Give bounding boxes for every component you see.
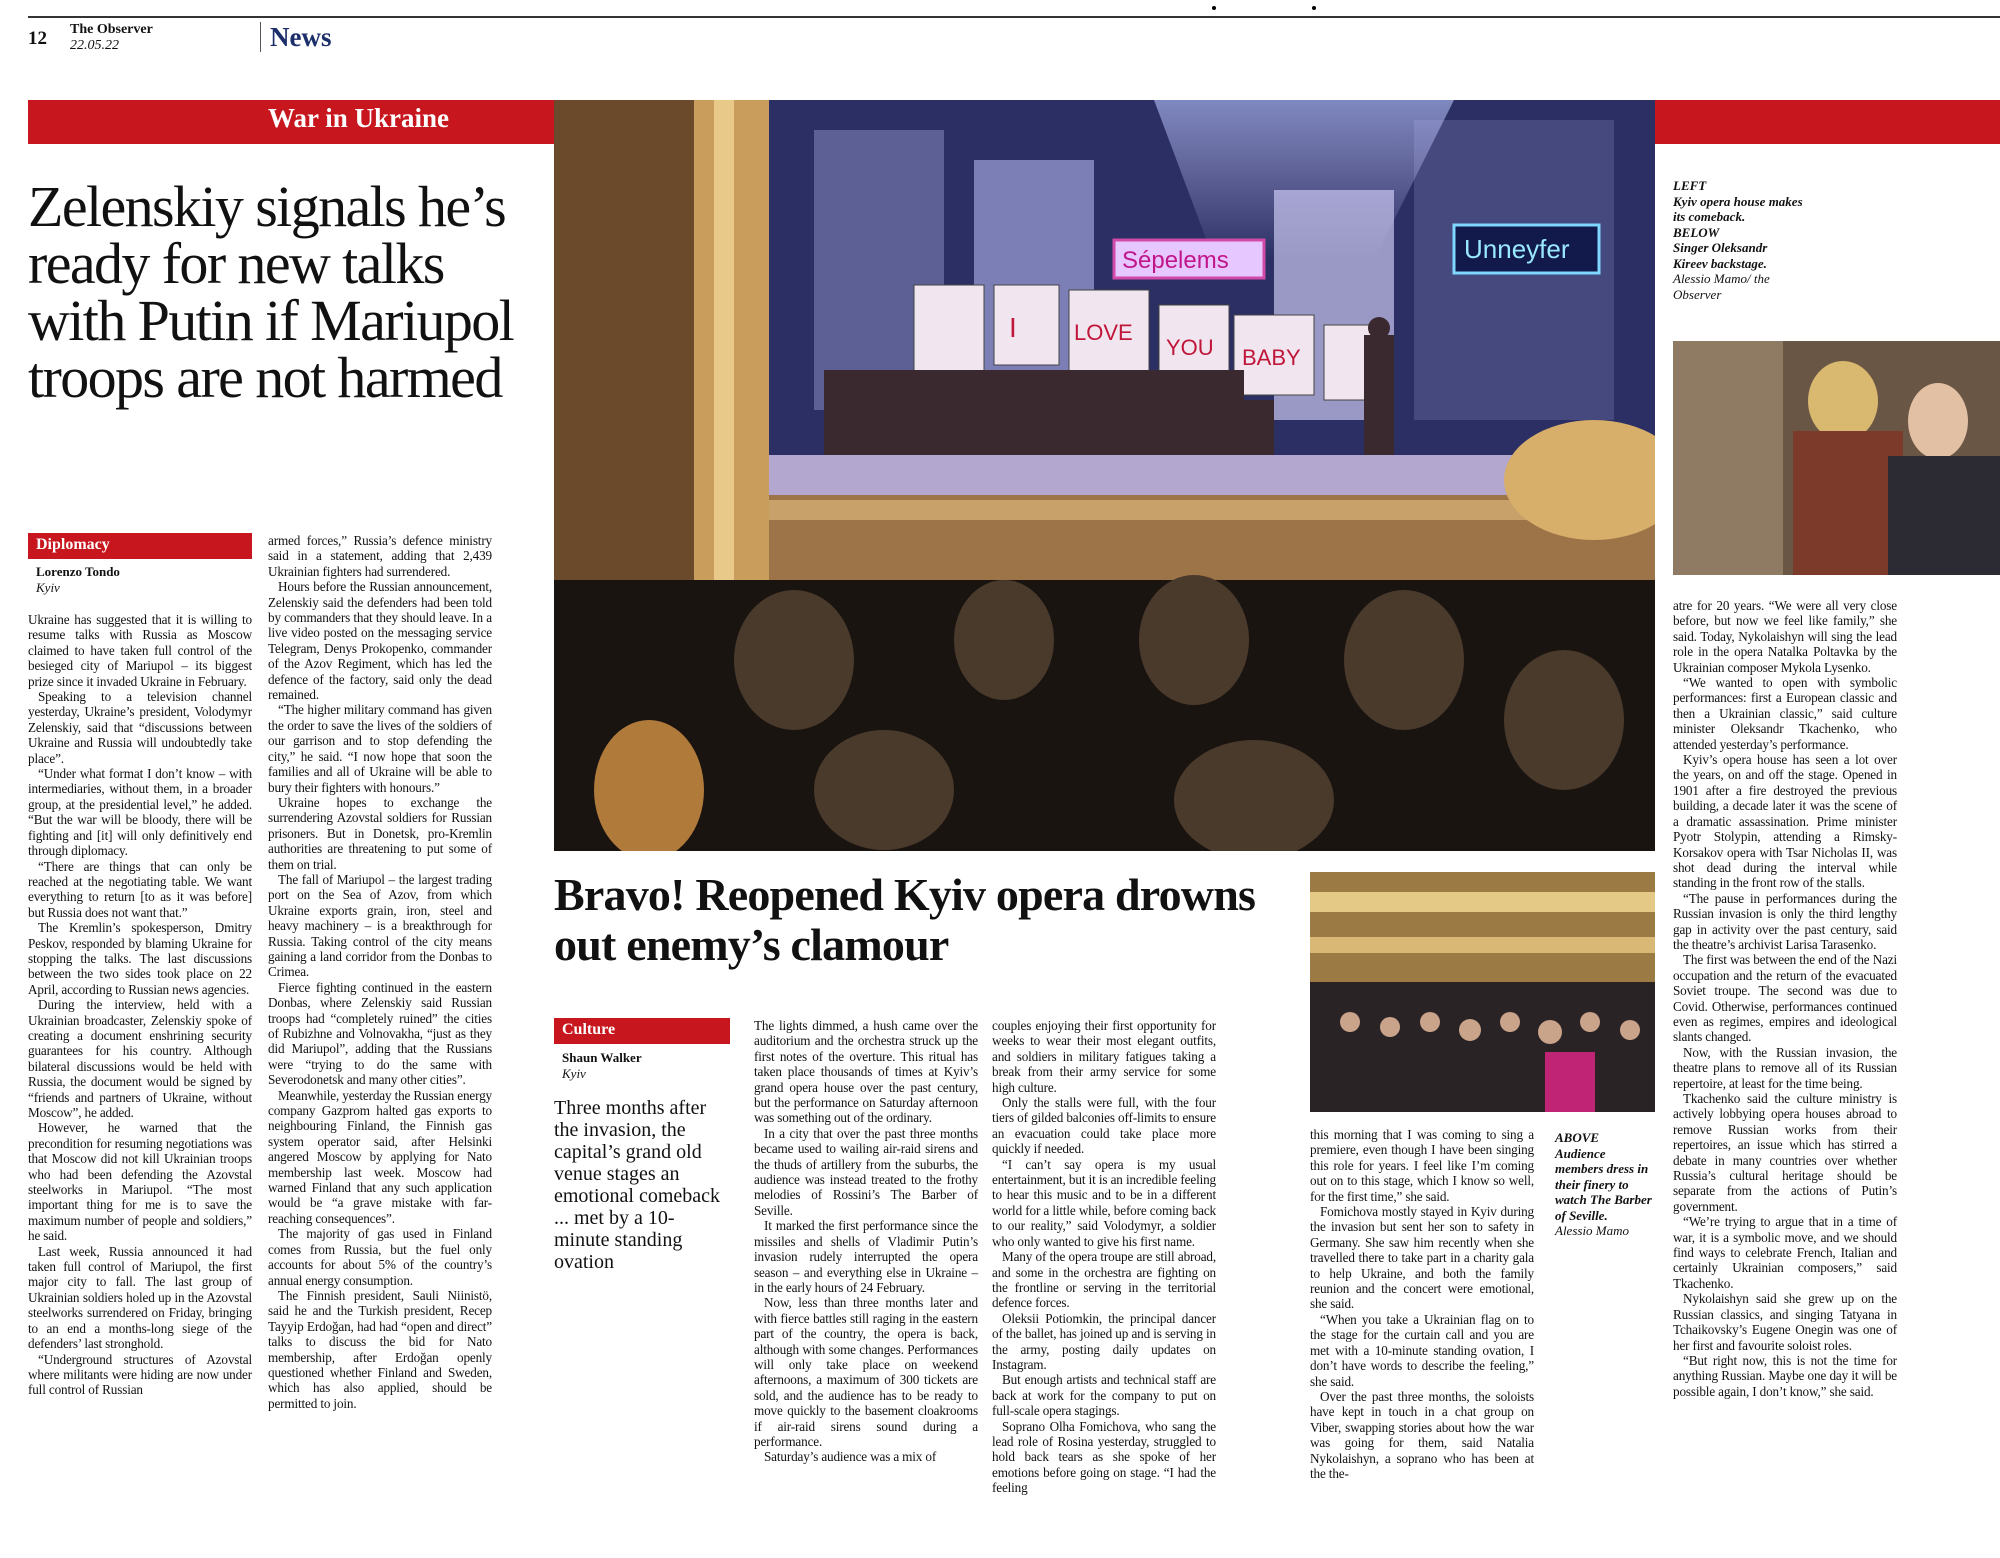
article-column-1 [28,612,252,1398]
paragraph: Now, with the Russian invasion, the theatre plans to remove all of its Russian repertoire, at least for the time being. [1673,1044,1897,1091]
header-divider [260,22,261,52]
kicker-banner-right [1655,100,2000,144]
paragraph: Ukraine has suggested that it is willing to resume talks with Russia as Moscow claimed to have taken full control of the besieged city of Mariupol – its biggest prize since it invaded Ukraine in February. [28,612,252,689]
paragraph: The lights dimmed, a hush came over the auditorium and the orchestra struck up the first notes of the overture. This ritual has taken place thousands of times at Kyiv’s grand opera house over the past century, but the performance on Saturday afternoon was something out of the ordinary. [754,1018,978,1126]
registration-dot [1212,6,1216,10]
paragraph: The fall of Mariupol – the largest trading port on the Sea of Azov, from which Ukraine exports grain, iron, steel and heavy machinery – is a breakthrough for Russia. Taking control of the city means gaining a land corridor from the Donbas to Crimea. [268,871,492,980]
paragraph: “The higher military command has given the order to save the lives of the soldiers of our garrison and to stop defending the city,” he said. “I now hope that soon the families and all of Ukraine will be able to bury their fighters with honours.” [268,702,492,795]
caption-text: Kyiv opera house makes its comeback. [1673,193,1803,224]
paragraph: Nykolaishyn said she grew up on the Russian classics, and singing Tatyana in Tchaikovsky’s Eugene Onegin was one of her first and favourite soloist roles. [1673,1291,1897,1353]
article-column-c [1310,1127,1534,1481]
registration-dot [1312,6,1316,10]
publication-date: 22.05.22 [70,38,119,53]
page-number: 12 [28,28,47,49]
paragraph: Oleksii Potiomkin, the principal dancer of the ballet, has joined up and is serving in the army, posting daily updates on Instagram. [992,1310,1216,1372]
paragraph: The majority of gas used in Finland comes from Russia, but the fuel only accounts for about 5% of the country’s annual energy consumption. [268,1226,492,1288]
paragraph: “The pause in performances during the Russian invasion is only the third lengthy gap in activity over the past century, said the theatre’s archivist Larisa Tarasenko. [1673,890,1897,952]
paragraph: “Underground structures of Azovstal where militants were hiding are now under full control of Russian [28,1351,252,1398]
paragraph: “We wanted to open with symbolic performances: first a European classic and then a Ukrainian classic,” said culture minister Oleksandr Tkachenko, who attended yesterday’s performance. [1673,675,1897,752]
paragraph: Kyiv’s opera house has seen a lot over the years, on and off the stage. Opened in 1901 after a fire destroyed the previous building, a decade later it was the scene of a dramatic assassination. Prime minister Pyotr Stolypin, attending a Rimsky-Korsakov opera with Tsar Nicholas II, was shot dead during the interval while standing in the front row of the stalls. [1673,752,1897,891]
paragraph: The Kremlin’s spokesperson, Dmitry Peskov, responded by blaming Ukraine for stopping the talks. The last discussions between the two sides took place on 22 April, according to Russian news agencies. [28,920,252,997]
publication-name: The Observer [70,22,153,37]
stage-placard [994,285,1059,365]
stage-placard-text: YOU [1166,335,1214,360]
paragraph: “But right now, this is not the time for anything Russian. Maybe one day it will be possible again, I don’t know,” she said. [1673,1352,1897,1399]
photo-credit: Alessio Mamo/ the Observer [1673,271,1770,302]
paragraph: Tkachenko said the culture ministry is actively lobbying opera houses abroad to remove Russian works from their repertoires, an issue which has stirred a debate in many countries over whether Russia’s cultural heritage should be separate from the actions of Putin’s government. [1673,1091,1897,1214]
stage-placard [914,285,984,375]
paragraph: “There are things that can only be reached at the negotiating table. We want everything to return [to as it was before] but Russia does not want that.” [28,858,252,920]
article-column-d [1673,598,1897,1399]
paragraph: Speaking to a television channel yesterday, Ukraine’s president, Volodymyr Zelenskiy, said that “discussions between Ukraine and Russia will undoubtedly take place”. [28,689,252,766]
paragraph: Soprano Olha Fomichova, who sang the lead role of Rosina yesterday, struggled to hold back tears as she spoke of her emotions before going on stage. “I had the feeling [992,1418,1216,1496]
byline-author: Shaun Walker [562,1050,642,1065]
byline-location: Kyiv [562,1066,586,1081]
paragraph: In a city that over the past three months became used to wailing air-raid sirens and the thuds of artillery from the suburbs, the audience was instead treated to the frothy melodies of Rossini’s The Barber of Seville. [754,1125,978,1218]
headline-secondary: Bravo! Reopened Kyiv opera drowns out enemy’s clamour [554,869,1256,970]
audience-photo [1310,872,1655,1112]
paragraph: Fomichova mostly stayed in Kyiv during the invasion but sent her son to safety in Germany. She saw him recently when she travelled there to take part in a charity gala to help Ukraine, and both the family reunion and the concert were emotional, she said. [1310,1204,1534,1312]
caption-text: Audience members dress in their finery to watch The Barber of Seville. [1555,1145,1652,1223]
photo-credit: Alessio Mamo [1555,1223,1630,1238]
paragraph: armed forces,” Russia’s defence ministry said in a statement, adding that 2,439 Ukrainian fighters had surrendered. [268,533,492,579]
stage-sign-right: Unneyfer [1464,234,1570,264]
paragraph: Fierce fighting continued in the eastern Donbas, where Zelenskiy said Russian troops had “completely ruined” the cities of Rubizhne and Volnovakha, “just as they did Mariupol”, adding that the Russians were “trying to do the same with Severodonetsk and many other cities”. [268,979,492,1088]
headline: Zelenskiy signals he’s ready for new talks with Putin if Mariupol troops are not harmed [28,174,514,410]
byline-location: Kyiv [36,580,60,595]
paragraph: The Finnish president, Sauli Niinistö, said he and the Turkish president, Recep Tayyip Erdoğan, had had “open and direct” talks to discuss the bid for Nato membership, after Erdoğan openly questioned whether Finland and Sweden, which has also applied, should be permitted to join. [268,1287,492,1411]
stage-placard-text: I [1009,312,1017,343]
stage-placard-text: LOVE [1074,320,1133,345]
article-column-2 [268,533,492,1411]
paragraph: Hours before the Russian announcement, Zelenskiy said the defenders had been told by commanders that they should leave. In a live video posted on the messaging service Telegram, Denys Prokopenko, commander of the Azov Regiment, which has led the defence of the factory, said only the dead remained. [268,579,492,703]
paragraph: It marked the first performance since the missiles and shells of Vladimir Putin’s invasion rudely interrupted the opera season – and everything else in Ukraine – in the early hours of 24 February. [754,1218,978,1295]
caption-label: BELOW [1673,224,1720,240]
paragraph: Ukraine hopes to exchange the surrendering Azovstal soldiers for Russian prisoners. But in Donetsk, pro-Kremlin authorities are threatening to put some of them on trial. [268,794,492,872]
opera-stage-illustration [554,100,1655,851]
backstage-makeup-photo [1673,341,2000,575]
paragraph: Now, less than three months later and with fierce battles still raging in the eastern part of the country, the opera is back, although with some changes. Performances will only take place on weekend afternoons, a maximum of 300 tickets are sold, and the audience has to be ready to move quickly to the basement cloakrooms if air-raid sirens sound during a performance. [754,1295,978,1449]
section-title: News [270,22,332,52]
paragraph: Saturday’s audience was a mix of [764,1449,937,1465]
backstage-illustration [1673,341,2000,575]
paragraph: atre for 20 years. “We were all very close before, but now we feel like family,” she said. Today, Nykolaishyn will sing the lead role in the opera Natalka Poltavka by the Ukrainian composer Mykola Lysenko. [1673,598,1897,675]
paragraph: During the interview, held with a Ukrainian broadcaster, Zelenskiy spoke of creating a document enshrining security guarantees for his country. Although bilateral discussions would be held with Russia, the document would be signed by “friends and partners of Ukraine, without Moscow”, he added. [28,997,252,1120]
paragraph: However, he warned that the precondition for resuming negotiations was that Moscow did not kill Ukrainian troops who had been defending the Azovstal steelworks in Mariupol. “The most important thing for me is to save the maximum number of people and soldiers,” he said. [28,1120,252,1244]
paragraph: Over the past three months, the soloists have kept in touch in a chat group on Viber, swapping stories about how the war was going for them, said Natalia Nykolaishyn, a soprano who has been at the the- [1310,1388,1534,1481]
paragraph: “We’re trying to argue that in a time of war, it is a symbolic move, and we should find ways to celebrate French, Italian and certainly Ukrainian composers,” said Tkachenko. [1673,1214,1897,1291]
caption-label: ABOVE [1555,1130,1600,1145]
stage-sign-left: Sépelems [1122,247,1229,274]
section-tag: Diplomacy [28,533,252,559]
photo-caption-left-below [1673,178,1803,302]
paragraph: this morning that I was coming to sing a premiere, even though I have been singing this role for years. I feel like I’m coming out on to this stage, which I know so well, for the first time,” she said. [1310,1127,1534,1204]
paragraph: Only the stalls were full, with the four tiers of gilded balconies off-limits to ensure an evacuation could take place more quickly if needed. [992,1095,1216,1157]
paragraph: Many of the opera troupe are still abroad, and some in the orchestra are fighting on the frontline or serving in the territorial defence forces. [992,1249,1216,1311]
paragraph: The first was between the end of the Nazi occupation and the return of the evacuated Soviet troupe. The second was due to Covid. Otherwise, performances continued even as regimes, empires and ideological slants changed. [1673,952,1897,1045]
stage-placard-text: BABY [1242,345,1301,370]
caption-text: Singer Oleksandr Kireev backstage. [1673,240,1768,271]
kicker-label: War in Ukraine [268,103,450,133]
section-tag-culture: Culture [554,1018,730,1044]
byline-author: Lorenzo Tondo [36,564,120,579]
paragraph: Meanwhile, yesterday the Russian energy company Gazprom halted gas exports to neighbouring Finland, the Finnish gas system operator said, after Helsinki angered Moscow by applying for Nato membership last week. Moscow had warned Finland that any such application would be “a grave mistake with far-reaching consequences”. [268,1087,493,1226]
audience-illustration [1310,872,1655,1112]
paragraph: Last week, Russia announced it had taken full control of Mariupol, the first major city to fall. The last group of Ukrainian soldiers holed up in the Azovstal steelworks surrendered on Friday, bringing to an end a months-long siege of the defenders’ last stronghold. [28,1243,252,1352]
caption-label: LEFT [1673,178,1707,193]
paragraph: “I can’t say opera is my usual entertainment, but it is an incredible feeling to hear this music and to be in a different world for a little while, before coming back to our reality,” said Volodymyr, a soldier who only wanted to give his first name. [992,1156,1216,1249]
photo-caption-above [1555,1130,1655,1239]
standfirst: Three months after the invasion, the capital’s grand old venue stages an emotional comeback ... met by a 10-minute standing ovation [554,1097,721,1273]
audience-member-pink [1545,1052,1595,1112]
paragraph: couples enjoying their first opportunity for weeks to wear their most elegant outfits, and soldiers in military fatigues taking a break from their army service for some high culture. [992,1018,1216,1095]
paragraph: “Under what format I don’t know – with intermediaries, without them, in a broader group, at the presidential level,” he added. “But the war will be bloody, there will be fighting and [it] will only definitively end through diplomacy. [28,766,252,859]
paragraph: “When you take a Ukrainian flag on to the stage for the curtain call and you are met with a 10-minute standing ovation, I don’t have words to describe the feeling,” she said. [1310,1311,1534,1389]
opera-stage-photo [554,100,1655,851]
article-column-b [992,1018,1216,1496]
paragraph: But enough artists and technical staff are back at work for the company to put on full-scale opera stagings. [992,1372,1216,1419]
header-rule [28,16,2000,18]
article-column-a [754,1018,978,1465]
